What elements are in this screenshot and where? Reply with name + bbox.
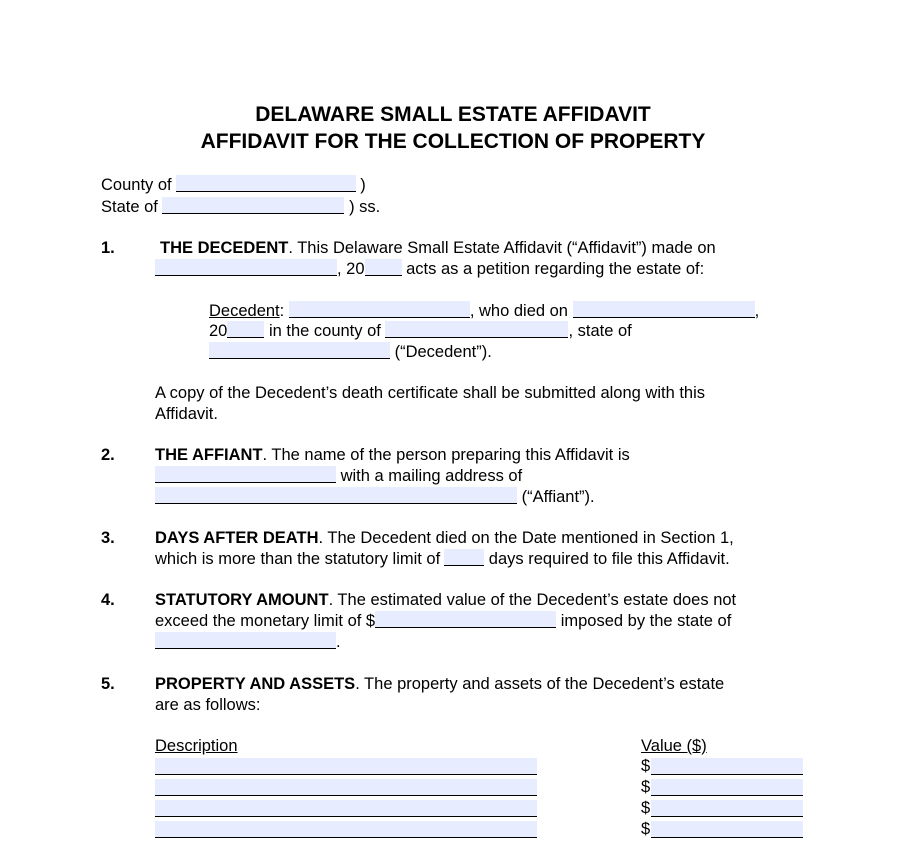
property-value-field[interactable]: [651, 821, 803, 838]
section-1-text-c: acts as a petition regarding the estate of:: [406, 260, 705, 278]
state-suffix: ) ss.: [349, 198, 381, 216]
section-2-line-3: [155, 487, 595, 508]
monetary-limit-field[interactable]: [375, 611, 556, 628]
section-2-text-a: . The name of the person preparing this Affidavit is: [262, 446, 630, 464]
section-2-line-1: [155, 445, 630, 466]
section-1-text-b: , 20: [337, 260, 365, 278]
decedent-line-1: [209, 301, 759, 322]
state-field[interactable]: [162, 197, 344, 214]
death-certificate-note-2: Affidavit.: [155, 405, 218, 423]
section-4-line-2: [155, 611, 731, 632]
decedent-line-2: [209, 321, 632, 342]
decedent-name-field[interactable]: [289, 301, 470, 318]
affidavit-date-field[interactable]: [155, 259, 337, 276]
state-line: [101, 197, 380, 218]
death-year-prefix: 20: [209, 322, 228, 340]
section-2-text-c: (“Affiant”).: [521, 488, 595, 506]
in-county-text: in the county of: [268, 322, 381, 340]
section-2-number: 2.: [101, 446, 115, 464]
property-value-field[interactable]: [651, 779, 803, 796]
section-1-line-2: [155, 259, 704, 280]
death-year-field[interactable]: [227, 321, 264, 338]
currency-sign: $: [641, 799, 651, 817]
currency-sign: $: [641, 778, 651, 796]
death-date-field[interactable]: [573, 301, 755, 318]
section-4-heading: STATUTORY AMOUNT: [155, 591, 329, 609]
state-of-text: , state of: [568, 322, 632, 340]
section-5-text-b: are as follows:: [155, 696, 261, 714]
affiant-address-field[interactable]: [155, 487, 517, 504]
county-suffix: ): [360, 176, 366, 194]
property-description-field[interactable]: [155, 758, 537, 775]
document-subtitle: AFFIDAVIT FOR THE COLLECTION OF PROPERTY: [200, 130, 706, 153]
section-4-text-b: exceed the monetary limit of $: [155, 612, 376, 630]
section-3-number: 3.: [101, 529, 115, 547]
state-label: State of: [101, 198, 158, 216]
section-2-text-b: with a mailing address of: [340, 467, 523, 485]
section-4-line-1: [155, 590, 736, 611]
decedent-line-3: [209, 342, 492, 363]
section-3-line-1: [155, 528, 734, 549]
comma-text: ,: [754, 302, 760, 320]
section-4-text-d: .: [336, 633, 341, 651]
currency-sign: $: [641, 757, 651, 775]
section-3-text-a: . The Decedent died on the Date mentioned in Section 1,: [318, 529, 734, 547]
property-value-field[interactable]: [651, 800, 803, 817]
death-county-field[interactable]: [385, 321, 568, 338]
county-line: [101, 175, 366, 196]
section-2-line-2: [155, 466, 522, 487]
county-label: County of: [101, 176, 172, 194]
section-1-number: 1.: [101, 239, 115, 257]
section-4-line-3: [155, 632, 341, 653]
section-1-text-a: . This Delaware Small Estate Affidavit (“Affidavit”) made on: [288, 239, 716, 257]
currency-sign: $: [641, 820, 651, 838]
document-title: DELAWARE SMALL ESTATE AFFIDAVIT: [255, 103, 651, 126]
section-2-heading: THE AFFIANT: [155, 446, 263, 464]
affiant-name-field[interactable]: [155, 466, 336, 483]
section-5-line-1: [155, 674, 724, 695]
section-3-heading: DAYS AFTER DEATH: [155, 529, 319, 547]
value-column-header: Value ($): [641, 737, 707, 755]
limit-state-field[interactable]: [155, 632, 336, 649]
description-column-header: Description: [155, 737, 238, 755]
property-description-field[interactable]: [155, 821, 537, 838]
section-5-text-a: . The property and assets of the Decedent’s estate: [355, 675, 725, 693]
section-3-text-c: days required to file this Affidavit.: [488, 550, 730, 568]
section-3-text-b: which is more than the statutory limit of: [155, 550, 441, 568]
section-5-number: 5.: [101, 675, 115, 693]
section-1-heading: THE DECEDENT: [160, 239, 289, 257]
affidavit-year-field[interactable]: [365, 259, 402, 276]
section-4-text-c: imposed by the state of: [560, 612, 732, 630]
section-5-heading: PROPERTY AND ASSETS: [155, 675, 356, 693]
section-4-text-a: . The estimated value of the Decedent’s estate does not: [328, 591, 737, 609]
section-3-line-2: [155, 549, 730, 570]
decedent-close-text: (“Decedent”).: [394, 343, 492, 361]
county-field[interactable]: [176, 175, 356, 192]
section-1-line-1: [160, 238, 716, 259]
died-on-text: , who died on: [469, 302, 568, 320]
death-certificate-note-1: A copy of the Decedent’s death certificate shall be submitted along with this: [155, 384, 706, 402]
death-state-field[interactable]: [209, 342, 390, 359]
decedent-colon: :: [279, 302, 285, 320]
property-value-field[interactable]: [651, 758, 803, 775]
section-4-number: 4.: [101, 591, 115, 609]
property-description-field[interactable]: [155, 800, 537, 817]
decedent-label: Decedent: [209, 302, 280, 320]
statutory-days-field[interactable]: [444, 549, 484, 566]
property-description-field[interactable]: [155, 779, 537, 796]
